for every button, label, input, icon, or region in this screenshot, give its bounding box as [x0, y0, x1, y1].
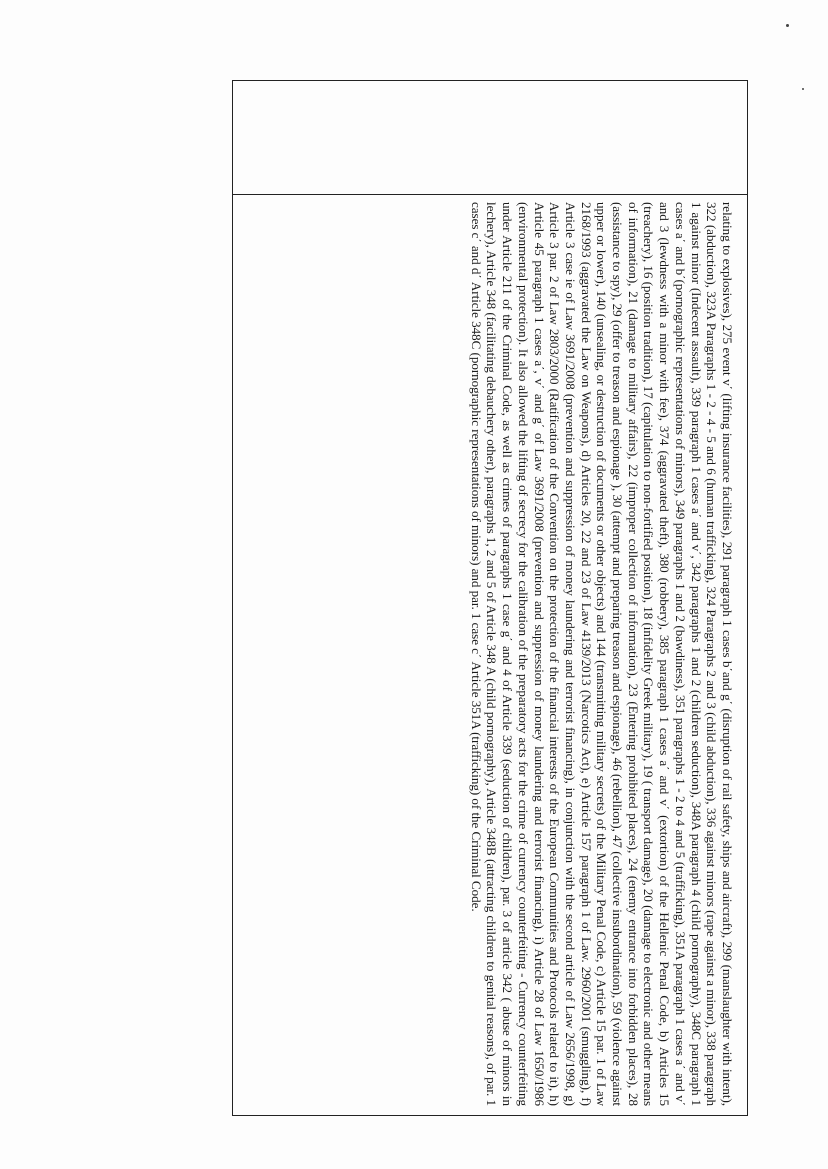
body-text: relating to explosives), 275 event v΄ (lifting insurance facilities), 291 paragraph 1 cases b΄and g΄ (disruption of rail safety, ships and aircraft), 299 (manslaughter with intent), 322 (abduction), 323A Paragraphs 1 - 2 - 4 - 5 and 6 (human trafficking), 324 Paragraphs 2 and 3 (child abduction), 336 against minors (rape against a minor), 338 paragraph 1 against minor (Indecent assault), 339 paragraph 1 cases a΄ and v΄, 342 paragraphs 1 and 2 (children seduction), 348A paragraph 4 (child pornography), 348C paragraph 1 cases a΄ and b΄(pornographic representations of minors), 349 paragraphs 1 and 2 (bawdiness), 351 paragraphs 1 - 2 to 4 and 5 (trafficking), 351A paragraph 1 cases a΄ and v΄ and 3 (lewdness with a minor with fee), 374 (aggravated theft), 380 (robbery), 385 paragraph 1 cases a΄ and v΄ (extortion) of the Hellenic Penal Code, b) Articles 15 (treachery), 16 (position tradition), 17 (capitulation to non-fortified position), 18 (infidelity Greek military), 19 ( transport damage), 20 (damage to electronic and other means of information), 21 (damage to military affairs), 22 (improper collection of information), 23 (Entering prohibited places), 24 (enemy entrance into forbidden places), 28 (assistance to spy), 29 (offer to treason and espionage ), 30 (attempt and preparing treason and espionage), 46 (rebellion), 47 (collective insubordination), 59 (violence against upper or lower), 140 (unsealing, or destruction of documents or other objects) and 144 (transmitting military secrets) of the Military Penal Code, c) Article 15 par. 1 of Law 2168/1993 (aggravated the Law on Weapons), d) Articles 20, 22 and 23 of Law 4139/2013 (Narcotics Act), e) Article 157 paragraph 1 of Law. 2960/2001 (smuggling), f) Article 3 case ie of Law 3691/2008 (prevention and suppression of money laundering and terrorist financing), in conjunction with the second article of Law 2656/1998, g) Article 3 par. 2 of Law 2803/2000 (Ratification of the Convention on the protection of the financial interests of the European Communities and Protocols related to it), h) Article 45 paragraph 1 cases a΄, v΄ and g΄ of Law 3691/2008 (prevention and suppression of money laundering and terrorist financing), i) Article 28 of Law 1650/1986 (environmental protection). It also allowed the lifting of secrecy for the calibration of the preparatory acts for the crime of currency counterfeiting - Currency counterfeiting under Article 211 of the Criminal Code, as well as crimes of paragraphs 1 case g΄ and 4 of Article 339 (seduction of children), par. 3 of article 342 ( abuse of minors in lechery), Article 348 (facilitating debauchery other), paragraphs 1, 2 and 5 of Article 348 A (child pornography), Article 348B (attracting children to genital reasons), of par. 1 cases c΄ and d΄ Article 348C (pornographic representations of minors) and par. 1 case c΄ Article 351A (trafficking) of the Criminal Code.: [468, 202, 735, 1106]
table-divider: [233, 194, 747, 195]
scan-speck: [802, 88, 804, 90]
rotated-paragraph: [245, 202, 735, 1106]
table-header-cell: [233, 81, 747, 194]
scan-speck: [786, 24, 789, 27]
table-body-cell: [240, 196, 740, 1112]
